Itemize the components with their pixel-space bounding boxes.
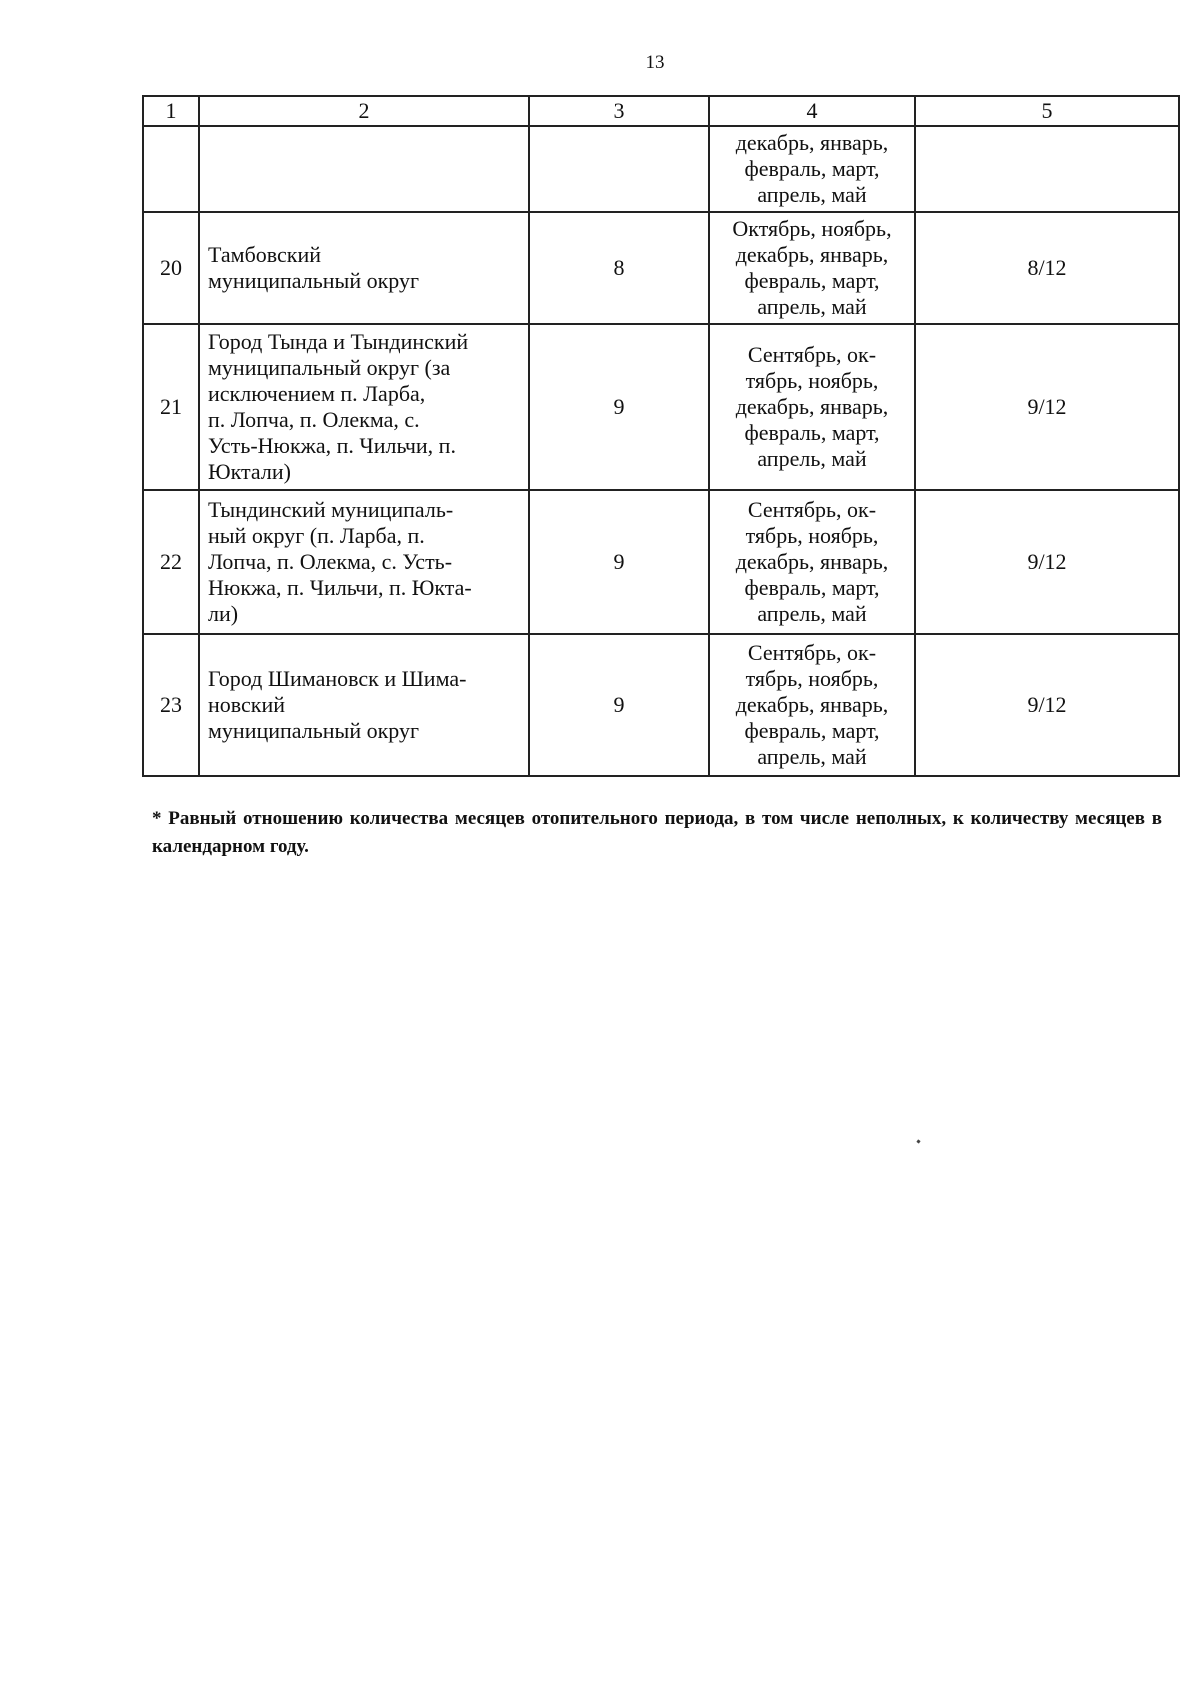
period-line: тябрь, ноябрь, (745, 666, 879, 691)
name-line: Усть-Нюкжа, п. Чильчи, п. (208, 433, 456, 458)
name-line: Юктали) (208, 459, 291, 484)
row-number-cell (143, 126, 199, 212)
name-line: муниципальный округ (208, 268, 420, 293)
name-line: ли) (208, 601, 239, 626)
period-line: декабрь, январь, (735, 130, 889, 155)
column-header-1: 1 (143, 96, 199, 126)
period-line: декабрь, январь, (735, 394, 889, 419)
period-line: февраль, март, (744, 718, 880, 743)
heating-period-table (142, 95, 1180, 777)
heating-period-cell (709, 126, 915, 212)
heating-period-cell (709, 212, 915, 324)
name-line: Нюкжа, п. Чильчи, п. Юкта- (208, 575, 472, 600)
table-row (143, 634, 1179, 776)
name-line: Город Тында и Тындинский (208, 329, 469, 354)
district-name-cell (199, 212, 529, 324)
column-header-2: 2 (199, 96, 529, 126)
district-name-cell (199, 634, 529, 776)
column-header-4: 4 (709, 96, 915, 126)
period-line: Октябрь, ноябрь, (732, 216, 892, 241)
ratio-cell: 8/12 (915, 212, 1179, 324)
period-line: февраль, март, (744, 156, 880, 181)
heating-period-cell (709, 634, 915, 776)
footnote: * Равный отношению количества месяцев отопительного периода, в том числе неполных, к количеству месяцев в календарном году. (152, 808, 1162, 857)
district-name-cell (199, 126, 529, 212)
period-line: тябрь, ноябрь, (745, 523, 879, 548)
ratio-cell: 9/12 (915, 490, 1179, 634)
months-count-cell: 9 (529, 634, 709, 776)
period-line: февраль, март, (744, 268, 880, 293)
table-row (143, 324, 1179, 490)
period-line: Сентябрь, ок- (747, 640, 877, 665)
table-row (143, 212, 1179, 324)
months-count-cell: 9 (529, 324, 709, 490)
period-line: февраль, март, (744, 420, 880, 445)
name-line: Лопча, п. Олекма, с. Усть- (208, 549, 453, 574)
period-line: Сентябрь, ок- (747, 342, 877, 367)
months-count-cell: 9 (529, 490, 709, 634)
period-line: Сентябрь, ок- (747, 497, 877, 522)
column-header-5: 5 (915, 96, 1179, 126)
period-line: апрель, май (757, 182, 867, 207)
name-line: исключением п. Ларба, (208, 381, 426, 406)
row-number-cell: 23 (143, 634, 199, 776)
name-line: Тамбовский (208, 242, 322, 267)
ratio-cell: 9/12 (915, 634, 1179, 776)
table-row (143, 490, 1179, 634)
heating-period-table-container (142, 95, 1178, 777)
period-line: апрель, май (757, 446, 867, 471)
district-name-cell (199, 490, 529, 634)
row-number-cell: 22 (143, 490, 199, 634)
scan-speck (916, 1139, 920, 1143)
page-number: 13 (645, 52, 665, 73)
table-row (143, 126, 1179, 212)
period-line: апрель, май (757, 294, 867, 319)
name-line: Город Шимановск и Шима- (208, 666, 467, 691)
months-count-cell: 8 (529, 212, 709, 324)
name-line: новский (208, 692, 286, 717)
period-line: декабрь, январь, (735, 242, 889, 267)
heating-period-cell (709, 324, 915, 490)
period-line: декабрь, январь, (735, 549, 889, 574)
period-line: февраль, март, (744, 575, 880, 600)
heating-period-cell (709, 490, 915, 634)
name-line: муниципальный округ (за (208, 355, 451, 380)
period-line: апрель, май (757, 601, 867, 626)
row-number-cell: 21 (143, 324, 199, 490)
name-line: Тындинский муниципаль- (208, 497, 454, 522)
column-header-3: 3 (529, 96, 709, 126)
period-line: декабрь, январь, (735, 692, 889, 717)
row-number-cell: 20 (143, 212, 199, 324)
ratio-cell: 9/12 (915, 324, 1179, 490)
district-name-cell (199, 324, 529, 490)
period-line: апрель, май (757, 744, 867, 769)
period-line: тябрь, ноябрь, (745, 368, 879, 393)
table-header-row (143, 96, 1179, 126)
name-line: п. Лопча, п. Олекма, с. (208, 407, 420, 432)
name-line: ный округ (п. Ларба, п. (208, 523, 425, 548)
months-count-cell (529, 126, 709, 212)
name-line: муниципальный округ (208, 718, 420, 743)
ratio-cell (915, 126, 1179, 212)
